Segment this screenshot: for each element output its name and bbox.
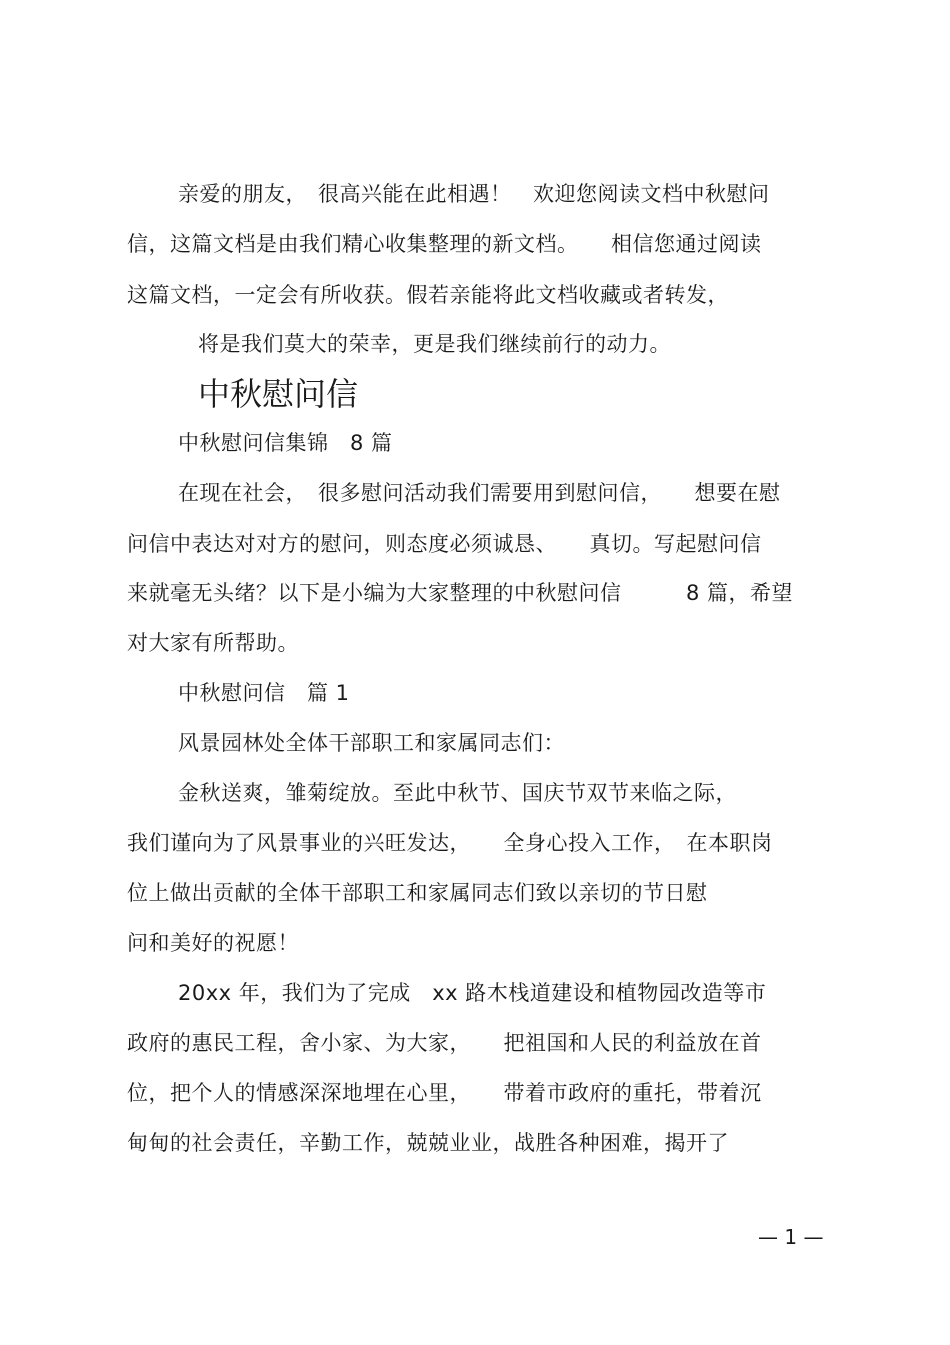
intro-line-4: 将是我们莫大的荣幸，更是我们继续前行的动力。 xyxy=(198,332,671,356)
preface-line-1: 在现在社会， 很多慰问活动我们需要用到慰问信， 想要在慰 xyxy=(178,481,781,505)
paragraph2-line-3: 位，把个人的情感深深地埋在心里， 带着市政府的重托，带着沉 xyxy=(127,1081,762,1105)
preface-line-2: 问信中表达对对方的慰问，则态度必须诚恳、 真切。写起慰问信 xyxy=(127,532,762,556)
document-title: 中秋慰问信 xyxy=(198,375,359,413)
page-number: — 1 — xyxy=(758,1225,824,1249)
paragraph1-line-3: 位上做出贡献的全体干部职工和家属同志们致以亲切的节日慰 xyxy=(127,881,708,905)
paragraph2-line-1: 20xx 年，我们为了完成 xx 路木栈道建设和植物园改造等市 xyxy=(178,981,767,1005)
paragraph1-line-1: 金秋送爽，雏菊绽放。至此中秋节、国庆节双节来临之际， xyxy=(178,781,737,805)
paragraph1-line-2: 我们谨向为了风景事业的兴旺发达， 全身心投入工作， 在本职岗 xyxy=(127,831,773,855)
preface-line-4: 对大家有所帮助。 xyxy=(127,631,299,655)
paragraph2-line-4: 甸甸的社会责任，辛勤工作，兢兢业业，战胜各种困难，揭开了 xyxy=(127,1131,729,1155)
preface-line-3: 来就毫无头绪？以下是小编为大家整理的中秋慰问信 8 篇，希望 xyxy=(127,581,794,605)
intro-line-2: 信，这篇文档是由我们精心收集整理的新文档。 相信您通过阅读 xyxy=(127,232,762,256)
intro-line-3: 这篇文档，一定会有所收获。假若亲能将此文档收藏或者转发， xyxy=(127,283,729,307)
intro-line-1: 亲爱的朋友， 很高兴能在此相遇！ 欢迎您阅读文档中秋慰问 xyxy=(178,182,770,206)
subtitle: 中秋慰问信集锦 8 篇 xyxy=(178,431,393,455)
paragraph2-line-2: 政府的惠民工程，舍小家、为大家， 把祖国和人民的利益放在首 xyxy=(127,1031,762,1055)
salutation: 风景园林处全体干部职工和家属同志们： xyxy=(178,731,565,755)
section-heading: 中秋慰问信 篇 1 xyxy=(178,681,350,705)
paragraph1-line-4: 问和美好的祝愿！ xyxy=(127,931,299,955)
